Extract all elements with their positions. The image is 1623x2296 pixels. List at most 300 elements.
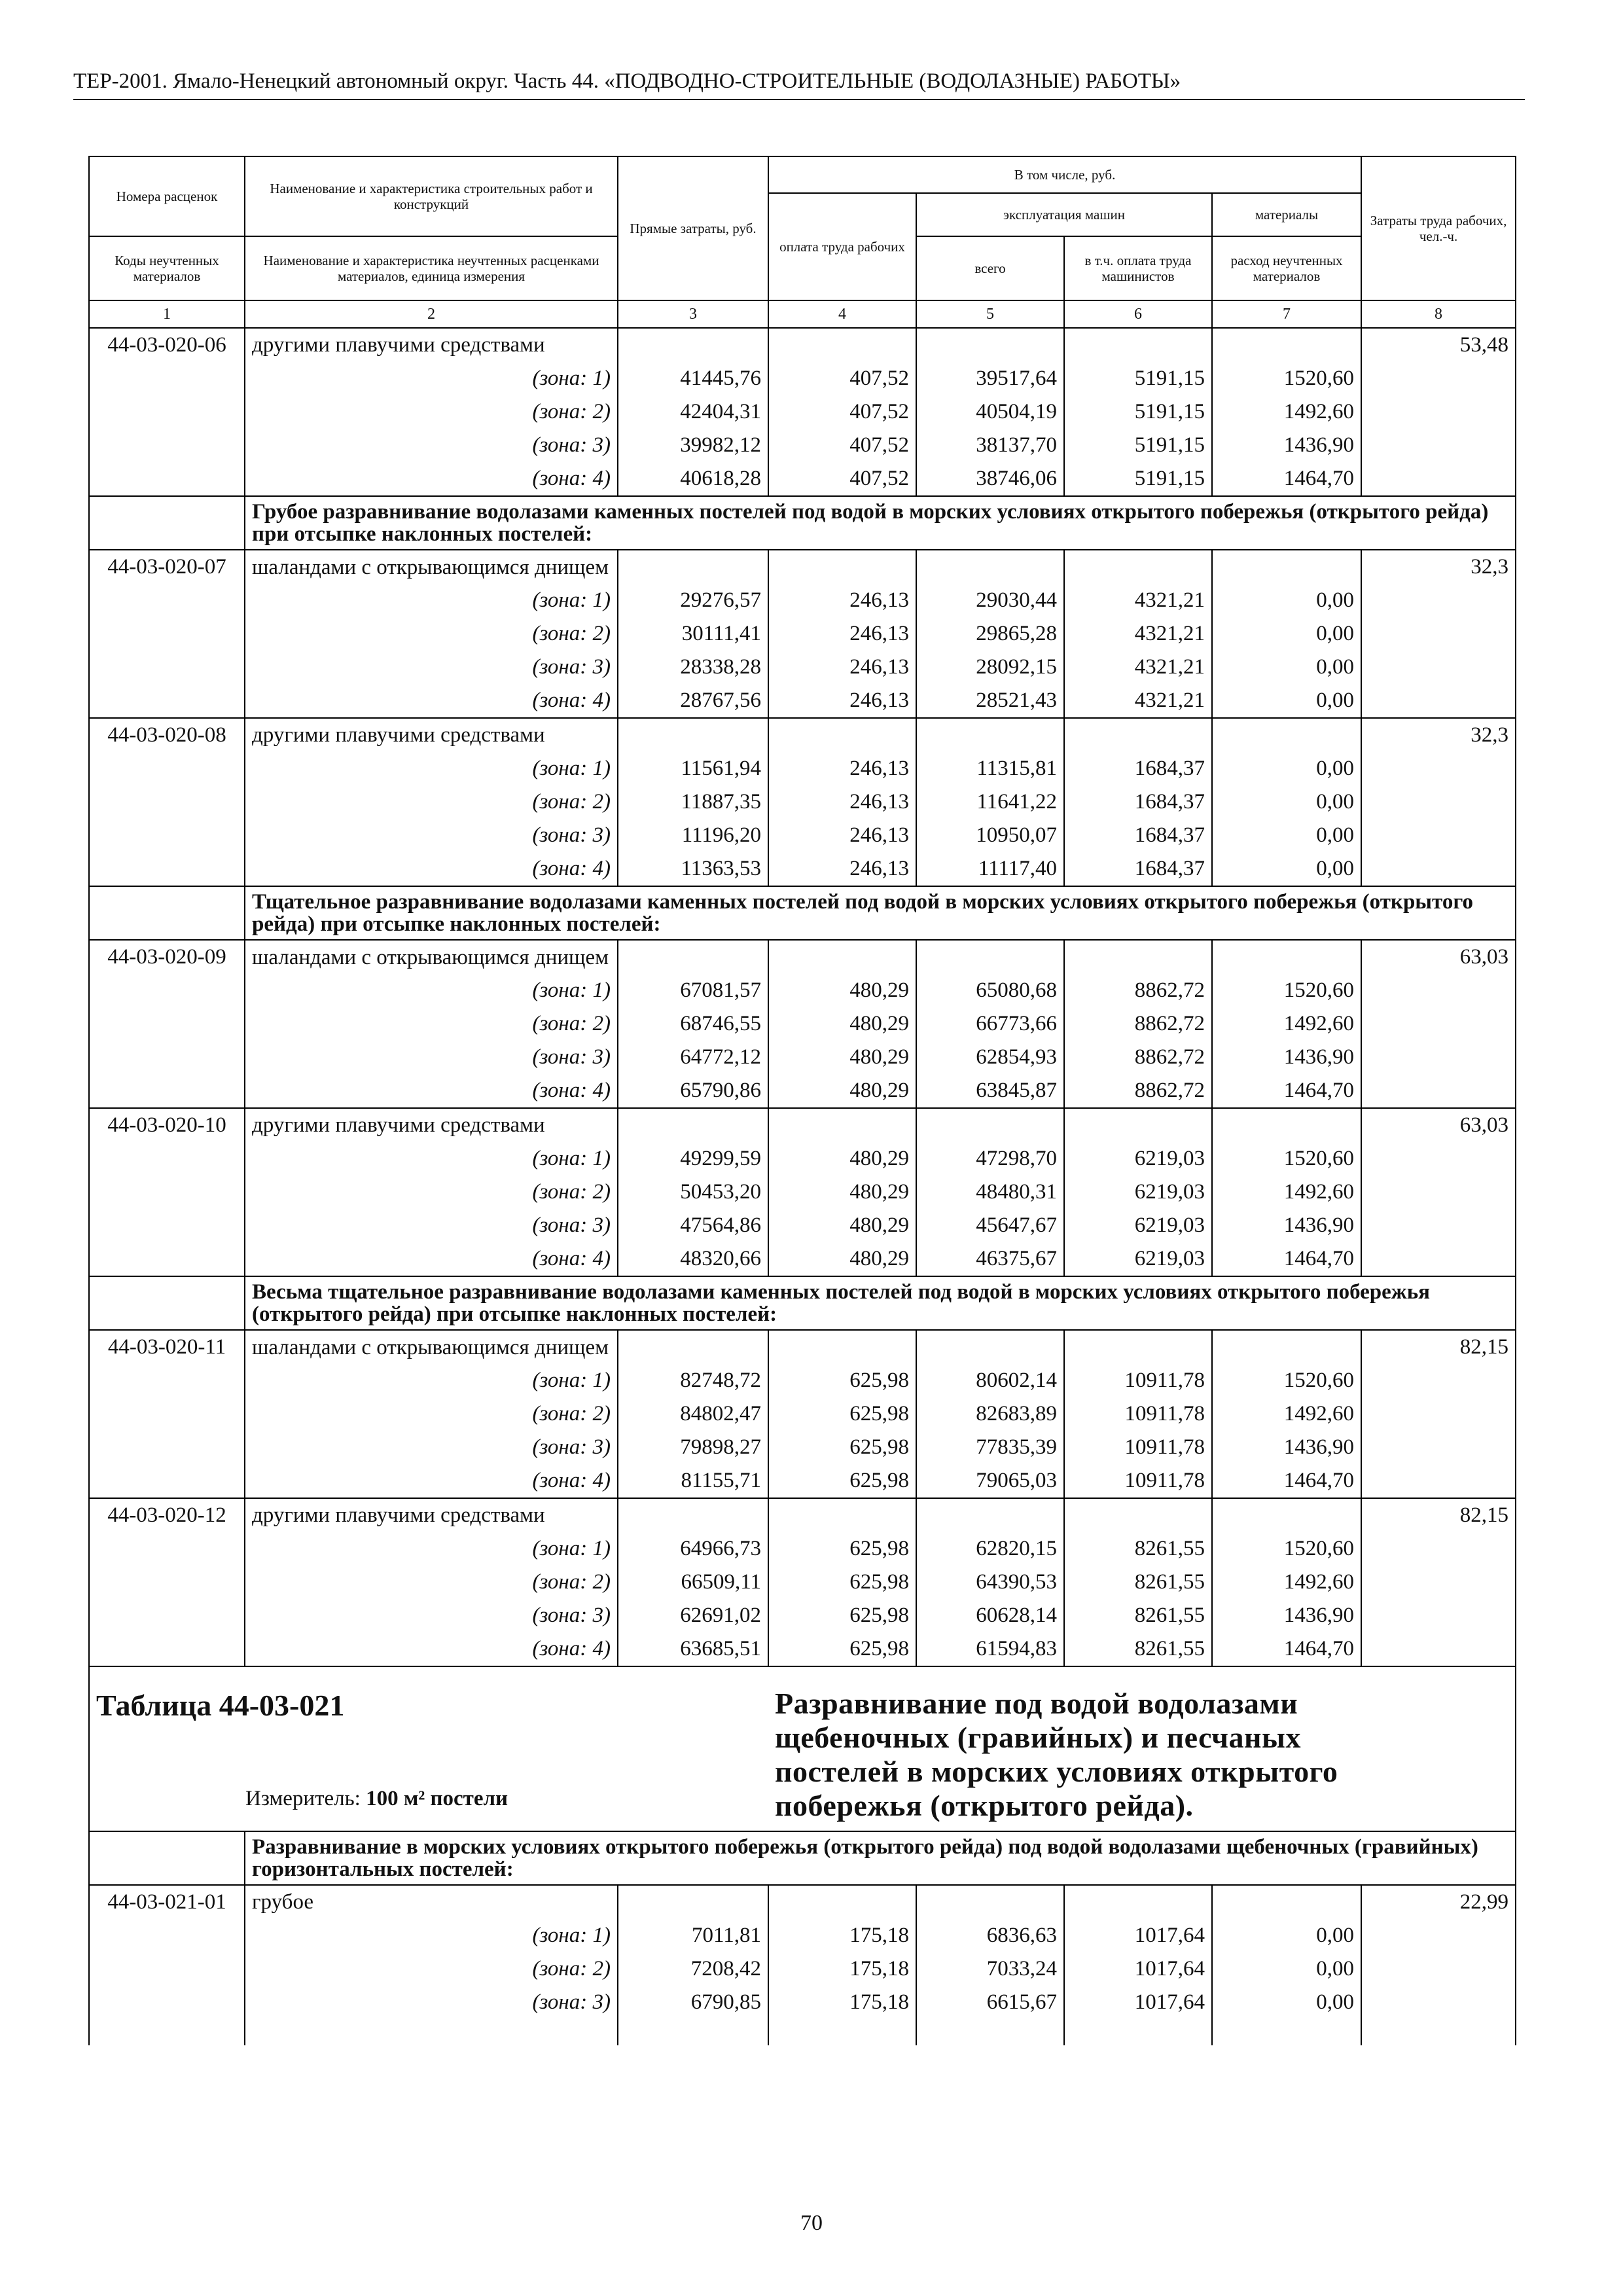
worker-pay: 480,29 <box>768 1074 916 1108</box>
table-row <box>89 940 1516 974</box>
rate-code: 44-03-020-07 <box>89 550 245 584</box>
worker-pay: 625,98 <box>768 1532 916 1566</box>
empty-cell <box>89 617 245 651</box>
operator-pay: 4321,21 <box>1064 584 1212 617</box>
zone-label: (зона: 2) <box>245 1175 618 1209</box>
operator-pay: 1017,64 <box>1064 1952 1212 1986</box>
materials: 1520,60 <box>1212 1364 1361 1397</box>
operator-pay: 8261,55 <box>1064 1599 1212 1632</box>
materials: 1520,60 <box>1212 1142 1361 1175</box>
materials: 0,00 <box>1212 584 1361 617</box>
materials: 1436,90 <box>1212 429 1361 462</box>
machines-total: 47298,70 <box>916 1142 1064 1175</box>
labor-cost: 82,15 <box>1361 1498 1516 1532</box>
materials: 1520,60 <box>1212 1532 1361 1566</box>
direct-cost: 28767,56 <box>618 684 768 718</box>
table-row <box>89 1330 1516 1364</box>
rate-code: 44-03-020-12 <box>89 1498 245 1532</box>
header-work-name: Наименование и характеристика строительных работ и конструкций <box>245 156 618 236</box>
header-worker-pay: оплата труда рабочих <box>768 193 916 300</box>
work-name: шаландами с открывающимся днищем <box>245 1330 618 1364</box>
zone-row <box>89 1632 1516 1666</box>
empty-cell <box>768 550 916 584</box>
worker-pay: 625,98 <box>768 1599 916 1632</box>
empty-cell <box>916 2019 1064 2045</box>
materials: 0,00 <box>1212 617 1361 651</box>
materials: 1520,60 <box>1212 362 1361 395</box>
zone-label: (зона: 1) <box>245 1532 618 1566</box>
zone-label: (зона: 2) <box>245 617 618 651</box>
empty-cell <box>1361 1986 1516 2019</box>
zone-label: (зона: 4) <box>245 852 618 886</box>
labor-cost: 32,3 <box>1361 550 1516 584</box>
labor-cost: 82,15 <box>1361 1330 1516 1364</box>
zone-label: (зона: 1) <box>245 1364 618 1397</box>
materials: 0,00 <box>1212 651 1361 684</box>
zone-row <box>89 684 1516 718</box>
operator-pay: 10911,78 <box>1064 1464 1212 1498</box>
col-num-3: 3 <box>618 300 768 328</box>
operator-pay: 10911,78 <box>1064 1397 1212 1431</box>
col-num-6: 6 <box>1064 300 1212 328</box>
section-spacer <box>89 1276 245 1330</box>
meter-value: 100 м² постели <box>366 1787 508 1810</box>
empty-cell <box>1361 1919 1516 1952</box>
worker-pay: 246,13 <box>768 584 916 617</box>
empty-cell <box>1361 1464 1516 1498</box>
empty-cell <box>89 462 245 496</box>
direct-cost: 11363,53 <box>618 852 768 886</box>
col-num-8: 8 <box>1361 300 1516 328</box>
col-num-1: 1 <box>89 300 245 328</box>
operator-pay: 4321,21 <box>1064 684 1212 718</box>
operator-pay: 1684,37 <box>1064 819 1212 852</box>
empty-cell <box>1361 752 1516 785</box>
machines-total: 11117,40 <box>916 852 1064 886</box>
zone-label: (зона: 4) <box>245 1242 618 1276</box>
operator-pay: 5191,15 <box>1064 462 1212 496</box>
direct-cost: 64966,73 <box>618 1532 768 1566</box>
empty-cell <box>916 1330 1064 1364</box>
machines-total: 48480,31 <box>916 1175 1064 1209</box>
empty-cell <box>618 1108 768 1142</box>
operator-pay: 1684,37 <box>1064 852 1212 886</box>
direct-cost: 39982,12 <box>618 429 768 462</box>
empty-cell <box>1361 1364 1516 1397</box>
machines-total: 79065,03 <box>916 1464 1064 1498</box>
table-tail <box>89 2019 1516 2045</box>
empty-cell <box>89 1364 245 1397</box>
empty-cell <box>1361 462 1516 496</box>
empty-cell <box>1212 1498 1361 1532</box>
empty-cell <box>89 651 245 684</box>
empty-cell <box>1361 1632 1516 1666</box>
worker-pay: 480,29 <box>768 974 916 1007</box>
zone-label: (зона: 3) <box>245 651 618 684</box>
zone-row <box>89 1532 1516 1566</box>
table-caption: Разравнивание под водой водолазами щебеночных (гравийных) и песчаных постелей в морских условиях открытого побережья (открытого рейда). <box>768 1666 1516 1831</box>
section-row <box>89 496 1516 550</box>
empty-cell <box>768 1108 916 1142</box>
materials: 0,00 <box>1212 1919 1361 1952</box>
zone-label: (зона: 4) <box>245 684 618 718</box>
empty-cell <box>1361 1952 1516 1986</box>
col-num-2: 2 <box>245 300 618 328</box>
empty-cell <box>916 328 1064 362</box>
operator-pay: 8261,55 <box>1064 1566 1212 1599</box>
empty-cell <box>916 1498 1064 1532</box>
empty-cell <box>1361 1209 1516 1242</box>
empty-cell <box>1361 429 1516 462</box>
machines-total: 38746,06 <box>916 462 1064 496</box>
empty-cell <box>768 1330 916 1364</box>
materials: 1436,90 <box>1212 1041 1361 1074</box>
worker-pay: 407,52 <box>768 362 916 395</box>
worker-pay: 625,98 <box>768 1464 916 1498</box>
empty-cell <box>89 819 245 852</box>
zone-label: (зона: 2) <box>245 1566 618 1599</box>
worker-pay: 246,13 <box>768 617 916 651</box>
zone-label: (зона: 3) <box>245 1986 618 2019</box>
rate-code: 44-03-020-06 <box>89 328 245 362</box>
zone-row <box>89 1952 1516 1986</box>
operator-pay: 5191,15 <box>1064 395 1212 429</box>
table-heading-left <box>89 1666 768 1831</box>
worker-pay: 480,29 <box>768 1242 916 1276</box>
meter <box>96 1725 762 1816</box>
operator-pay: 5191,15 <box>1064 429 1212 462</box>
direct-cost: 68746,55 <box>618 1007 768 1041</box>
materials: 1436,90 <box>1212 1599 1361 1632</box>
machines-total: 82683,89 <box>916 1397 1064 1431</box>
materials: 0,00 <box>1212 1986 1361 2019</box>
worker-pay: 246,13 <box>768 852 916 886</box>
header-machines: эксплуатация машин <box>916 193 1212 236</box>
zone-row <box>89 584 1516 617</box>
empty-cell <box>89 1599 245 1632</box>
empty-cell <box>1212 940 1361 974</box>
worker-pay: 246,13 <box>768 752 916 785</box>
materials: 1436,90 <box>1212 1431 1361 1464</box>
section-spacer <box>89 1831 245 1885</box>
direct-cost: 6790,85 <box>618 1986 768 2019</box>
work-name: грубое <box>245 1885 618 1919</box>
zone-row <box>89 617 1516 651</box>
rate-code: 44-03-020-09 <box>89 940 245 974</box>
zone-label: (зона: 1) <box>245 362 618 395</box>
operator-pay: 8862,72 <box>1064 1041 1212 1074</box>
empty-cell <box>89 1532 245 1566</box>
direct-cost: 81155,71 <box>618 1464 768 1498</box>
table-header <box>89 156 1516 328</box>
empty-cell <box>89 584 245 617</box>
materials: 0,00 <box>1212 819 1361 852</box>
empty-cell <box>89 362 245 395</box>
worker-pay: 246,13 <box>768 684 916 718</box>
empty-cell <box>89 1952 245 1986</box>
zone-row <box>89 1431 1516 1464</box>
direct-cost: 11561,94 <box>618 752 768 785</box>
worker-pay: 246,13 <box>768 785 916 819</box>
operator-pay: 1017,64 <box>1064 1919 1212 1952</box>
zone-label: (зона: 2) <box>245 1397 618 1431</box>
work-name: другими плавучими средствами <box>245 328 618 362</box>
machines-total: 45647,67 <box>916 1209 1064 1242</box>
materials: 1436,90 <box>1212 1209 1361 1242</box>
empty-cell <box>768 718 916 752</box>
empty-cell <box>1064 940 1212 974</box>
direct-cost: 42404,31 <box>618 395 768 429</box>
zone-row <box>89 429 1516 462</box>
empty-cell <box>89 1919 245 1952</box>
work-name: другими плавучими средствами <box>245 718 618 752</box>
col-num-5: 5 <box>916 300 1064 328</box>
worker-pay: 625,98 <box>768 1364 916 1397</box>
worker-pay: 175,18 <box>768 1919 916 1952</box>
empty-cell <box>89 1142 245 1175</box>
empty-cell <box>1361 1041 1516 1074</box>
empty-cell <box>89 2019 245 2045</box>
worker-pay: 246,13 <box>768 651 916 684</box>
table-row <box>89 550 1516 584</box>
table-body <box>89 328 1516 2045</box>
direct-cost: 82748,72 <box>618 1364 768 1397</box>
empty-cell <box>1361 1142 1516 1175</box>
zone-row <box>89 1464 1516 1498</box>
zone-row <box>89 1074 1516 1108</box>
empty-cell <box>89 1007 245 1041</box>
operator-pay: 5191,15 <box>1064 362 1212 395</box>
empty-cell <box>1212 328 1361 362</box>
empty-cell <box>618 2019 768 2045</box>
section-row <box>89 1831 1516 1885</box>
direct-cost: 11196,20 <box>618 819 768 852</box>
header-material-names: Наименование и характеристика неучтенных расценками материалов, единица измерения <box>245 236 618 300</box>
empty-cell <box>1361 1074 1516 1108</box>
empty-cell <box>89 1242 245 1276</box>
machines-total: 10950,07 <box>916 819 1064 852</box>
header-rate-number: Номера расценок <box>89 156 245 236</box>
empty-cell <box>89 1464 245 1498</box>
operator-pay: 6219,03 <box>1064 1242 1212 1276</box>
worker-pay: 407,52 <box>768 462 916 496</box>
section-title: Грубое разравнивание водолазами каменных постелей под водой в морских условиях открытого побережья (открытого рейда) при отсыпке наклонных постелей: <box>245 496 1516 550</box>
operator-pay: 8862,72 <box>1064 1074 1212 1108</box>
empty-cell <box>1064 1885 1212 1919</box>
empty-cell <box>1361 1566 1516 1599</box>
section-row <box>89 1276 1516 1330</box>
zone-row <box>89 852 1516 886</box>
zone-label: (зона: 1) <box>245 1919 618 1952</box>
header-materials: материалы <box>1212 193 1361 236</box>
section-spacer <box>89 496 245 550</box>
empty-cell <box>1064 1498 1212 1532</box>
empty-cell <box>618 940 768 974</box>
table-row <box>89 328 1516 362</box>
materials: 1492,60 <box>1212 1175 1361 1209</box>
rate-code: 44-03-021-01 <box>89 1885 245 1919</box>
operator-pay: 8862,72 <box>1064 1007 1212 1041</box>
direct-cost: 40618,28 <box>618 462 768 496</box>
empty-cell <box>1064 1108 1212 1142</box>
operator-pay: 6219,03 <box>1064 1142 1212 1175</box>
zone-row <box>89 1175 1516 1209</box>
worker-pay: 246,13 <box>768 819 916 852</box>
worker-pay: 480,29 <box>768 1209 916 1242</box>
machines-total: 6836,63 <box>916 1919 1064 1952</box>
header-machines-total: всего <box>916 236 1064 300</box>
work-name: шаландами с открывающимся днищем <box>245 940 618 974</box>
header-labor: Затраты труда рабочих, чел.-ч. <box>1361 156 1516 300</box>
empty-cell <box>89 395 245 429</box>
empty-cell <box>1361 1431 1516 1464</box>
empty-cell <box>618 550 768 584</box>
zone-row <box>89 1566 1516 1599</box>
empty-cell <box>916 550 1064 584</box>
empty-cell <box>89 974 245 1007</box>
work-name: другими плавучими средствами <box>245 1108 618 1142</box>
worker-pay: 625,98 <box>768 1632 916 1666</box>
operator-pay: 8862,72 <box>1064 974 1212 1007</box>
empty-cell <box>618 1330 768 1364</box>
zone-row <box>89 974 1516 1007</box>
machines-total: 28521,43 <box>916 684 1064 718</box>
worker-pay: 625,98 <box>768 1397 916 1431</box>
machines-total: 7033,24 <box>916 1952 1064 1986</box>
direct-cost: 41445,76 <box>618 362 768 395</box>
zone-row <box>89 785 1516 819</box>
empty-cell <box>1212 2019 1361 2045</box>
operator-pay: 6219,03 <box>1064 1209 1212 1242</box>
empty-cell <box>89 752 245 785</box>
labor-cost: 63,03 <box>1361 940 1516 974</box>
zone-row <box>89 1986 1516 2019</box>
zone-row <box>89 1397 1516 1431</box>
worker-pay: 175,18 <box>768 1986 916 2019</box>
zone-row <box>89 752 1516 785</box>
section-title: Разравнивание в морских условиях открытого побережья (открытого рейда) под водой водолазами щебеночных (гравийных) горизонтальных постелей: <box>245 1831 1516 1885</box>
worker-pay: 625,98 <box>768 1566 916 1599</box>
worker-pay: 175,18 <box>768 1952 916 1986</box>
header-operator-pay: в т.ч. оплата труда машинистов <box>1064 236 1212 300</box>
empty-cell <box>1361 362 1516 395</box>
empty-cell <box>768 1885 916 1919</box>
empty-cell <box>1361 974 1516 1007</box>
operator-pay: 4321,21 <box>1064 617 1212 651</box>
table-row <box>89 718 1516 752</box>
header-including: В том числе, руб. <box>768 156 1361 193</box>
table-heading-row <box>89 1666 1516 1831</box>
rate-code: 44-03-020-11 <box>89 1330 245 1364</box>
header-direct-cost: Прямые затраты, руб. <box>618 156 768 300</box>
zone-label: (зона: 1) <box>245 584 618 617</box>
empty-cell <box>89 852 245 886</box>
direct-cost: 49299,59 <box>618 1142 768 1175</box>
empty-cell <box>89 1074 245 1108</box>
operator-pay: 1684,37 <box>1064 785 1212 819</box>
empty-cell <box>1361 785 1516 819</box>
empty-cell <box>916 1108 1064 1142</box>
machines-total: 66773,66 <box>916 1007 1064 1041</box>
direct-cost: 7208,42 <box>618 1952 768 1986</box>
zone-label: (зона: 1) <box>245 752 618 785</box>
zone-row <box>89 462 1516 496</box>
empty-cell <box>1361 2019 1516 2045</box>
worker-pay: 480,29 <box>768 1175 916 1209</box>
zone-row <box>89 1041 1516 1074</box>
empty-cell <box>1064 550 1212 584</box>
machines-total: 60628,14 <box>916 1599 1064 1632</box>
direct-cost: 84802,47 <box>618 1397 768 1431</box>
zone-label: (зона: 3) <box>245 1431 618 1464</box>
empty-cell <box>1212 1330 1361 1364</box>
table-row <box>89 1108 1516 1142</box>
machines-total: 11641,22 <box>916 785 1064 819</box>
zone-row <box>89 362 1516 395</box>
materials: 1464,70 <box>1212 1464 1361 1498</box>
empty-cell <box>89 1041 245 1074</box>
materials: 1464,70 <box>1212 462 1361 496</box>
header-material-usage: расход неучтенных материалов <box>1212 236 1361 300</box>
labor-cost: 22,99 <box>1361 1885 1516 1919</box>
empty-cell <box>89 429 245 462</box>
empty-cell <box>618 328 768 362</box>
machines-total: 62854,93 <box>916 1041 1064 1074</box>
operator-pay: 1017,64 <box>1064 1986 1212 2019</box>
empty-cell <box>89 1986 245 2019</box>
direct-cost: 50453,20 <box>618 1175 768 1209</box>
zone-row <box>89 1364 1516 1397</box>
zone-row <box>89 651 1516 684</box>
zone-label: (зона: 4) <box>245 1632 618 1666</box>
col-num-4: 4 <box>768 300 916 328</box>
empty-cell <box>1064 1330 1212 1364</box>
rates-table <box>88 156 1516 2045</box>
zone-label: (зона: 2) <box>245 1952 618 1986</box>
empty-cell <box>1064 328 1212 362</box>
labor-cost: 32,3 <box>1361 718 1516 752</box>
direct-cost: 28338,28 <box>618 651 768 684</box>
section-row <box>89 886 1516 940</box>
operator-pay: 8261,55 <box>1064 1532 1212 1566</box>
zone-row <box>89 819 1516 852</box>
direct-cost: 29276,57 <box>618 584 768 617</box>
materials: 0,00 <box>1212 1952 1361 1986</box>
operator-pay: 4321,21 <box>1064 651 1212 684</box>
header-material-codes: Коды неучтенных материалов <box>89 236 245 300</box>
empty-cell <box>916 718 1064 752</box>
machines-total: 11315,81 <box>916 752 1064 785</box>
zone-label: (зона: 2) <box>245 785 618 819</box>
empty-cell <box>1361 1175 1516 1209</box>
zone-label: (зона: 4) <box>245 1464 618 1498</box>
worker-pay: 407,52 <box>768 395 916 429</box>
empty-cell <box>1212 1885 1361 1919</box>
machines-total: 29030,44 <box>916 584 1064 617</box>
zone-row <box>89 1209 1516 1242</box>
empty-cell <box>768 1498 916 1532</box>
materials: 1492,60 <box>1212 1566 1361 1599</box>
machines-total: 65080,68 <box>916 974 1064 1007</box>
empty-cell <box>1361 617 1516 651</box>
direct-cost: 79898,27 <box>618 1431 768 1464</box>
empty-cell <box>618 1885 768 1919</box>
empty-cell <box>89 1431 245 1464</box>
machines-total: 38137,70 <box>916 429 1064 462</box>
zone-label: (зона: 3) <box>245 819 618 852</box>
empty-cell <box>89 1632 245 1666</box>
direct-cost: 11887,35 <box>618 785 768 819</box>
